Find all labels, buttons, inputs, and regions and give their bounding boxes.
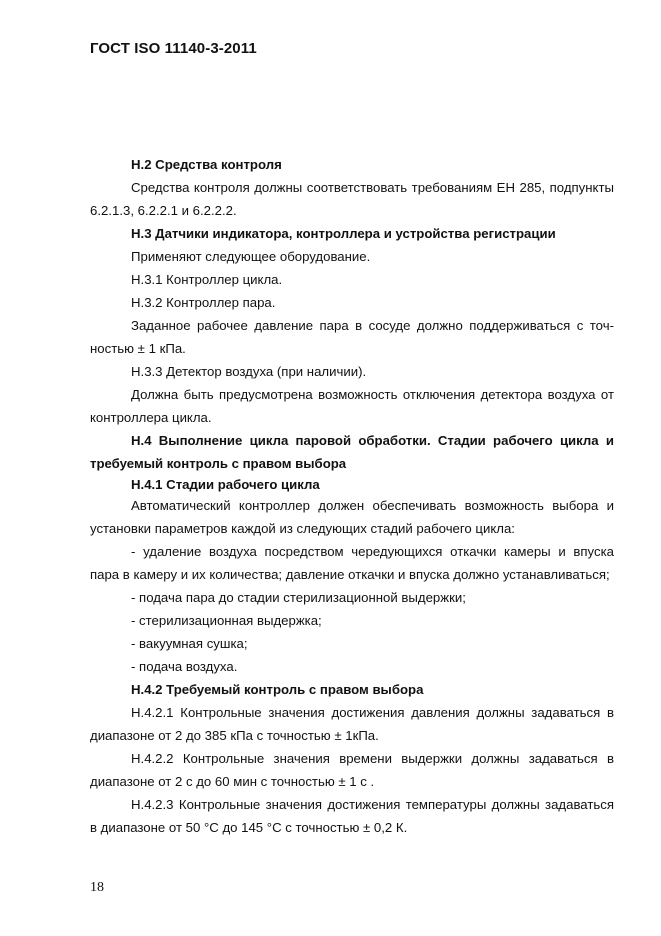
list-item: - подача воздуха. (131, 659, 238, 674)
document-body (90, 153, 614, 839)
section-h2-title: Н.2 Средства контроля (131, 157, 282, 172)
list-item: - вакуумная сушка; (131, 636, 248, 651)
section-h4-1-text: Автоматический контроллер должен обеспечивать возможность выбора и установки параметров каждой из следующих стадий рабочего цикла: (90, 498, 614, 536)
list-item: - стерилизационная выдержка; (131, 613, 322, 628)
section-h3-title: Н.3 Датчики индикатора, контроллера и устройства регистрации (131, 226, 556, 241)
section-h4-1-title: Н.4.1 Стадии рабочего цикла (131, 477, 320, 492)
standard-header: ГОСТ ISO 11140-3-2011 (90, 40, 257, 57)
section-h4-title: Н.4 Выполнение цикла паровой обработки. Стадии рабочего цикла и требуемый контроль с правом выбора (90, 433, 614, 471)
section-h3-2-text: Заданное рабочее давление пара в сосуде должно поддерживаться с точностью ± 1 кПа. (90, 318, 614, 356)
section-h4-2-title: Н.4.2 Требуемый контроль с правом выбора (131, 682, 424, 697)
section-h3-2: Н.3.2 Контроллер пара. (131, 295, 276, 310)
section-h3-intro: Применяют следующее оборудование. (131, 249, 371, 264)
section-h3-3: Н.3.3 Детектор воздуха (при наличии). (131, 364, 367, 379)
section-h2-text: Средства контроля должны соответствовать требованиям ЕН 285, подпункты 6.2.1.3, 6.2.2.1 и 6.2.2.2. (90, 180, 614, 218)
section-h3-1: Н.3.1 Контроллер цикла. (131, 272, 283, 287)
section-h4-2-2: Н.4.2.2 Контрольные значения времени выдержки должны задаваться в диапазоне от 2 с до 60 мин с точностью ± 1 с . (90, 751, 614, 789)
section-h4-2-1: Н.4.2.1 Контрольные значения достижения давления должны задаваться в диапазоне от 2 до 385 кПа с точностью ± 1кПа. (90, 705, 614, 743)
page-number: 18 (90, 880, 104, 895)
section-h3-3-text: Должна быть предусмотрена возможность отключения детектора воздуха от контроллера цикла. (90, 387, 614, 425)
section-h4-2-3: Н.4.2.3 Контрольные значения достижения температуры должны задаваться в диапазоне от 50 °С до 145 °С с точностью ± 0,2 К. (90, 797, 614, 835)
list-item: - удаление воздуха посредством чередующихся откачки камеры и впуска пара в камеру и их количества; давление откачки и впуска должно устанавливаться; (90, 544, 614, 582)
list-item: - подача пара до стадии стерилизационной выдержки; (131, 590, 466, 605)
